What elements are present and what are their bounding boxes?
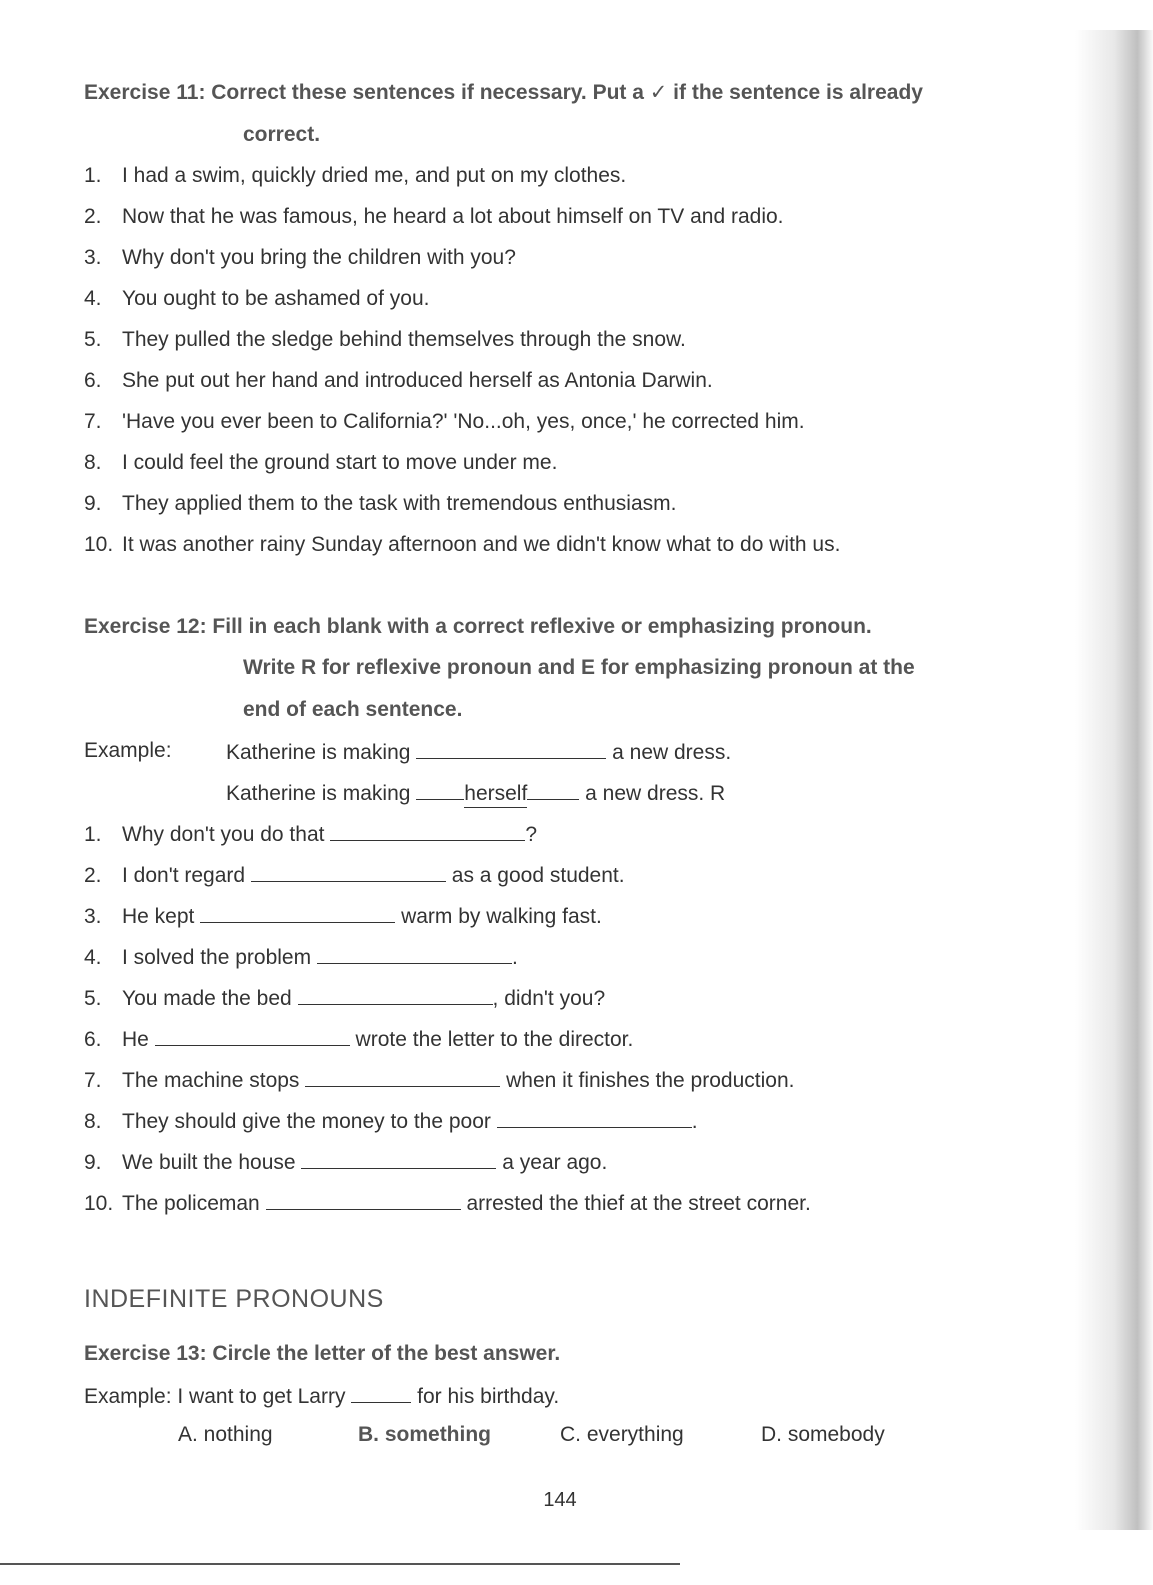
ex12-item: 2. I don't regard as a good student.	[84, 861, 625, 889]
ex12-item: 8. They should give the money to the poor .	[84, 1107, 698, 1135]
option-d[interactable]: D. somebody	[761, 1423, 885, 1446]
ex11-item: 6. She put out her hand and introduced herself as Antonia Darwin.	[84, 369, 713, 392]
ex12-title-line3: end of each sentence.	[243, 698, 463, 721]
answer-blank-right	[527, 779, 579, 800]
ex13-title: Exercise 13: Circle the letter of the best answer.	[84, 1342, 561, 1365]
ex12-item: 7. The machine stops when it finishes the production.	[84, 1066, 794, 1094]
answer-blank[interactable]	[416, 738, 606, 759]
ex12-example-label: Example:	[84, 739, 172, 762]
answer-blank[interactable]	[266, 1189, 461, 1210]
ex11-item: 1. I had a swim, quickly dried me, and put on my clothes.	[84, 164, 627, 187]
ex12-title-line2: Write R for reflexive pronoun and E for emphasizing pronoun at the	[243, 656, 915, 679]
answer-blank[interactable]	[497, 1107, 692, 1128]
ex12-item: 10. The policeman arrested the thief at the street corner.	[84, 1189, 811, 1217]
ex12-title-line1: Exercise 12: Fill in each blank with a correct reflexive or emphasizing pronoun.	[84, 615, 872, 638]
scan-edge-shadow	[1075, 30, 1153, 1530]
ex13-example: Example: I want to get Larry for his birthday.	[84, 1382, 559, 1410]
ex12-item: 6. He wrote the letter to the director.	[84, 1025, 633, 1053]
answer-blank[interactable]	[305, 1066, 500, 1087]
answer-blank[interactable]	[251, 861, 446, 882]
ex11-item: 4. You ought to be ashamed of you.	[84, 287, 430, 310]
ex11-item: 7. 'Have you ever been to California?' 'No...oh, yes, once,' he corrected him.	[84, 410, 805, 433]
answer-blank[interactable]	[351, 1382, 411, 1403]
bottom-rule	[0, 1563, 680, 1565]
answer-blank[interactable]	[301, 1148, 496, 1169]
ex12-item: 1. Why don't you do that ?	[84, 820, 537, 848]
answer-blank[interactable]	[317, 943, 512, 964]
ex12-example-1: Katherine is making a new dress.	[226, 738, 731, 766]
ex11-item: 2. Now that he was famous, he heard a lot about himself on TV and radio.	[84, 205, 784, 228]
answer-blank[interactable]	[200, 902, 395, 923]
ex12-item: 3. He kept warm by walking fast.	[84, 902, 602, 930]
ex12-item: 9. We built the house a year ago.	[84, 1148, 607, 1176]
ex11-title-line2: correct.	[243, 123, 321, 146]
ex11-item: 9. They applied them to the task with tremendous enthusiasm.	[84, 492, 677, 515]
ex12-item: 5. You made the bed , didn't you?	[84, 984, 605, 1012]
answer-blank[interactable]	[298, 984, 493, 1005]
ex12-item: 4. I solved the problem .	[84, 943, 518, 971]
answer-blank[interactable]	[155, 1025, 350, 1046]
ex11-item: 3. Why don't you bring the children with you?	[84, 246, 516, 269]
ex11-item: 10. It was another rainy Sunday afternoon and we didn't know what to do with us.	[84, 533, 841, 556]
ex11-title-line1: Exercise 11: Correct these sentences if necessary. Put a ✓ if the sentence is already	[84, 81, 923, 104]
option-a[interactable]: A. nothing	[178, 1423, 273, 1446]
example-answer: herself	[464, 781, 527, 808]
section-heading: INDEFINITE PRONOUNS	[84, 1285, 384, 1313]
ex12-example-2: Katherine is making herself a new dress. R	[226, 779, 725, 808]
option-c[interactable]: C. everything	[560, 1423, 684, 1446]
page-number: 144	[543, 1489, 577, 1511]
option-b[interactable]: B. something	[358, 1423, 492, 1446]
answer-blank[interactable]	[330, 820, 525, 841]
answer-blank-left	[416, 779, 464, 800]
ex11-item: 8. I could feel the ground start to move under me.	[84, 451, 558, 474]
ex11-item: 5. They pulled the sledge behind themselves through the snow.	[84, 328, 686, 351]
